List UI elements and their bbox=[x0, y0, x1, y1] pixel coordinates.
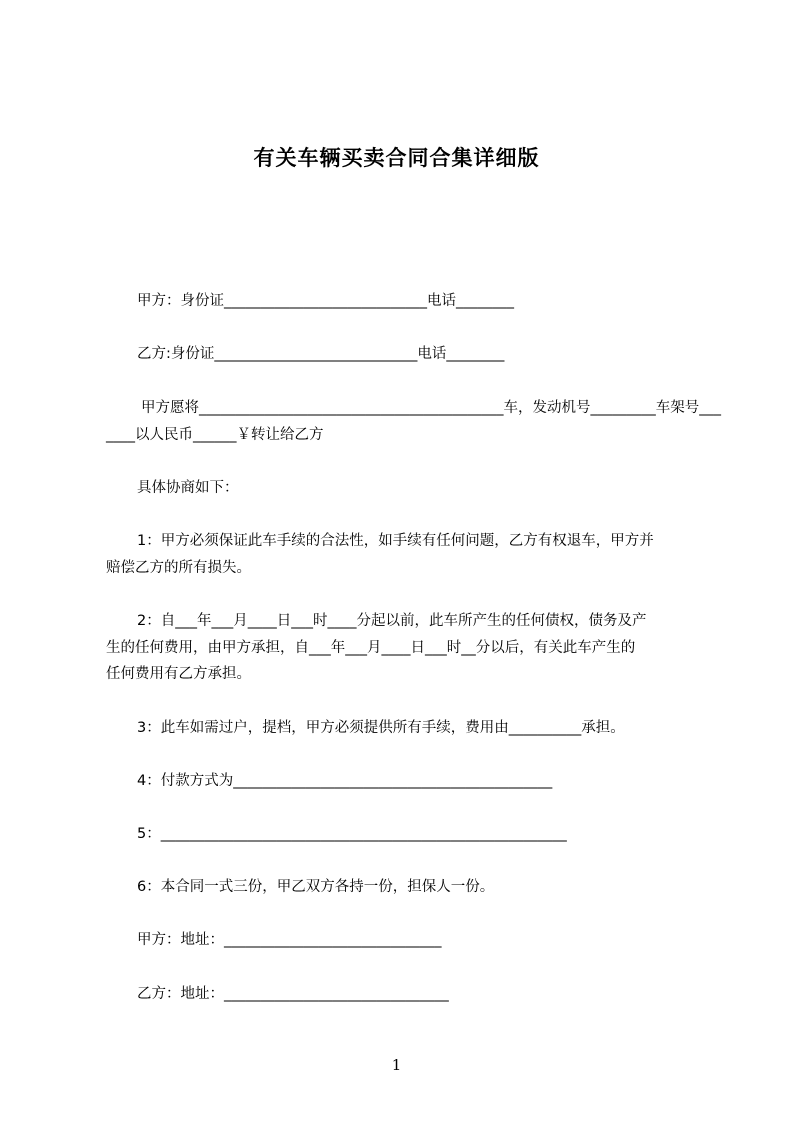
party-b-address: 乙方：地址：_______________________________ bbox=[137, 986, 449, 1002]
clause-1-line-1: 1：甲方必须保证此车手续的合法性，如手续有任何问题，乙方有权退车，甲方并 bbox=[137, 533, 654, 549]
clause-2-line-2: 生的任何费用，由甲方承担，自___年___月____日___时__分以后，有关此车产生的 bbox=[106, 640, 636, 656]
page-title: 有关车辆买卖合同合集详细版 bbox=[253, 146, 540, 170]
party-a-id-line: 甲方：身份证____________________________电话________ bbox=[137, 293, 514, 309]
clause-6: 6：本合同一式三份，甲乙双方各持一份，担保人一份。 bbox=[137, 879, 495, 895]
negotiation-intro: 具体协商如下： bbox=[137, 480, 239, 496]
clause-4: 4：付款方式为____________________________________________ bbox=[137, 773, 553, 789]
clause-1-line-2: 赔偿乙方的所有损失。 bbox=[106, 560, 251, 576]
clause-3: 3：此车如需过户，提档，甲方必须提供所有手续，费用由__________承担。 bbox=[137, 720, 625, 736]
clause-5: 5：________________________________________________________ bbox=[137, 826, 567, 842]
party-a-address: 甲方：地址：______________________________ bbox=[137, 932, 442, 948]
clause-2-line-1: 2：自___年___月____日___时____分起以前，此车所产生的任何债权，债务及产 bbox=[137, 613, 647, 629]
transfer-line-1: 甲方愿将__________________________________________车，发动机号_________车架号___ bbox=[141, 400, 721, 416]
party-b-id-line: 乙方:身份证____________________________电话________ bbox=[137, 346, 505, 362]
page-number: 1 bbox=[391, 1056, 402, 1074]
clause-2-line-3: 任何费用有乙方承担。 bbox=[106, 666, 251, 682]
transfer-line-2: ____以人民币______￥转让给乙方 bbox=[106, 427, 324, 443]
